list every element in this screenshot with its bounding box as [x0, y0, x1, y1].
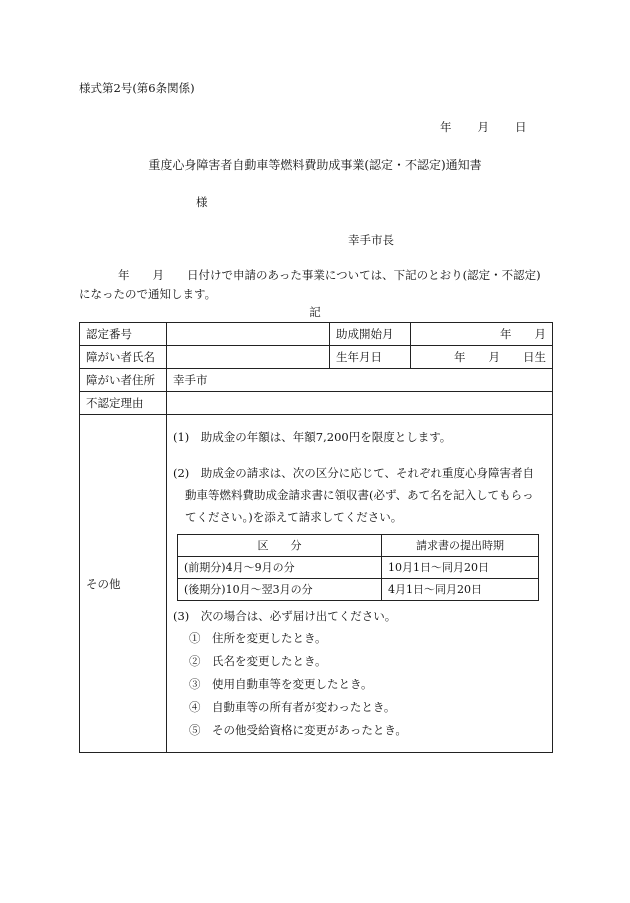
spacer: [173, 448, 546, 462]
reject-reason-value: [167, 392, 553, 415]
other-item-1: (1) 助成金の年額は、年額7,200円を限度とします。: [173, 429, 452, 444]
reject-reason-label: 不認定理由: [80, 392, 167, 415]
form-number: 様式第2号(第6条関係): [79, 81, 195, 95]
birth-label: 生年月日: [330, 346, 411, 369]
body-text-line1: 年 月 日付けで申請のあった事業については、下記のとおり(認定・不認定): [118, 268, 541, 282]
schedule-period: 10月1日～同月20日: [382, 556, 539, 578]
other-item-2-line2: 動車等燃料費助成金請求書に領収書(必ず、あて名を記入してもらっ: [185, 487, 534, 502]
addressee-suffix: 様: [196, 195, 208, 209]
address-label: 障がい者住所: [80, 369, 167, 392]
ki-heading: 記: [309, 305, 321, 319]
date-year: 年: [440, 120, 452, 134]
list-item: ⑤ その他受給資格に変更があったとき。: [189, 722, 407, 737]
birth-value: 年 月 日生: [411, 346, 553, 369]
cert-no-label: 認定番号: [80, 323, 167, 346]
issuer-name: 幸手市長: [348, 233, 394, 247]
schedule-period: 4月1日～同月20日: [382, 578, 539, 600]
schedule-row: [178, 578, 539, 600]
other-item-2-line3: てください。)を添えて請求してください。: [185, 509, 403, 524]
table-row: [80, 346, 553, 369]
other-item-2-line1: (2) 助成金の請求は、次の区分に応じて、それぞれ重度心身障害者自: [173, 465, 535, 480]
notice-table: [79, 322, 553, 753]
issue-date: [440, 119, 527, 135]
table-row: [80, 392, 553, 415]
other-item-3: (3) 次の場合は、必ず届け出てください。: [173, 608, 397, 623]
schedule-row: [178, 556, 539, 578]
list-item: ④ 自動車等の所有者が変わったとき。: [189, 699, 396, 714]
start-month-label: 助成開始月: [330, 323, 411, 346]
body-text-line2: になったので通知します。: [79, 287, 217, 301]
table-row: [80, 323, 553, 346]
table-row: [80, 415, 553, 753]
schedule-table: [177, 534, 539, 601]
list-item: ② 氏名を変更したとき。: [189, 653, 327, 668]
table-row: [80, 369, 553, 392]
date-day: 日: [515, 120, 527, 134]
start-month-value: 年 月: [411, 323, 553, 346]
schedule-kubun: (後期分)10月～翌3月の分: [178, 578, 382, 600]
name-value: [167, 346, 330, 369]
list-item: ① 住所を変更したとき。: [189, 630, 327, 645]
schedule-header-kubun: 区 分: [178, 534, 382, 556]
cert-no-value: [167, 323, 330, 346]
list-item: ③ 使用自動車等を変更したとき。: [189, 676, 373, 691]
name-label: 障がい者氏名: [80, 346, 167, 369]
schedule-header-period: 請求書の提出時期: [382, 534, 539, 556]
schedule-header-row: [178, 534, 539, 556]
address-value: 幸手市: [167, 369, 553, 392]
schedule-kubun: (前期分)4月～9月の分: [178, 556, 382, 578]
other-content: [167, 415, 553, 753]
other-label: その他: [80, 415, 167, 753]
date-month: 月: [477, 120, 489, 134]
document-title: 重度心身障害者自動車等燃料費助成事業(認定・不認定)通知書: [148, 158, 482, 172]
